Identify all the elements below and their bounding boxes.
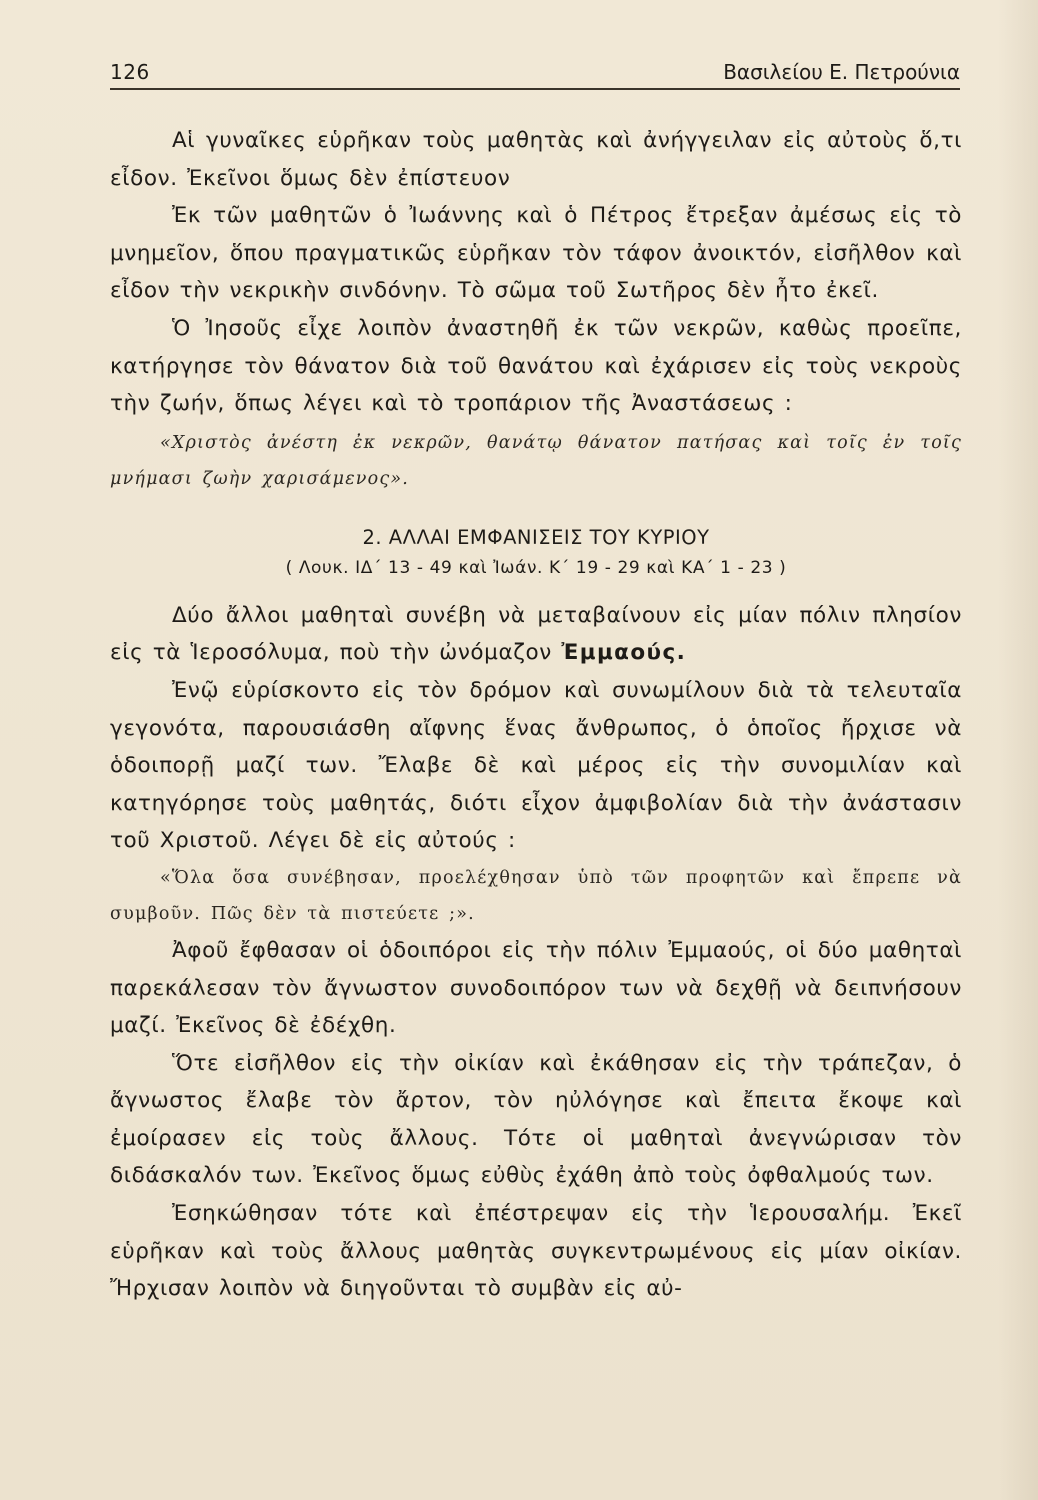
quote-prophets: «Ὅλα ὅσα συνέβησαν, προελέχθησαν ὑπὸ τῶν προφητῶν καὶ ἔπρεπε νὰ συμβοῦν. Πῶς δὲν τὰ πιστεύετε ;». [110,867,962,924]
running-head: Βασιλείου Ε. Πετρούνια [723,60,960,84]
paragraph-arrival-emmaus: Ἀφοῦ ἔφθασαν οἱ ὁδοιπόροι εἰς τὴν πόλιν Ἐμμαούς, οἱ δύο μαθηταὶ παρεκάλεσαν τὸν ἄγνωστον συνοδοιπόρον των νὰ δεχθῇ νὰ δειπνήσουν μαζί. Ἐκεῖνος δὲ ἐδέχθη. [110,937,962,1039]
paragraph-emmaus-intro-text: Δύο ἄλλοι μαθηταὶ συνέβη νὰ μεταβαίνουν εἰς μίαν πόλιν πλησίον εἰς τὰ Ἱεροσόλυμα, ποὺ τὴν ὠνόμαζον [110,602,962,666]
paragraph-women-tell-disciples: Αἱ γυναῖκες εὑρῆκαν τοὺς μαθητὰς καὶ ἀνήγγειλαν εἰς αὐτοὺς ὅ,τι εἶδον. Ἐκεῖνοι ὅμως δὲν ἐπίστευον [110,128,962,191]
header-rule [110,88,960,90]
paragraph-resurrection: Ὁ Ἰησοῦς εἶχε λοιπὸν ἀναστηθῆ ἐκ τῶν νεκρῶν, καθὼς προεῖπε, κατήργησε τὸν θάνατον διὰ τοῦ θανάτου καὶ ἐχάρισεν εἰς τοὺς νεκροὺς τὴν ζωήν, ὅπως λέγει καὶ τὸ τροπάριον τῆς Ἀναστάσεως : [110,315,962,417]
section-reference: ( Λουκ. ΙΔ΄ 13 - 49 καὶ Ἰωάν. Κ΄ 19 - 29 καὶ ΚΑ΄ 1 - 23 ) [285,557,787,578]
page-number: 126 [110,60,150,84]
paragraph-john-peter-tomb: Ἐκ τῶν μαθητῶν ὁ Ἰωάννης καὶ ὁ Πέτρος ἔτρεξαν ἀμέσως εἰς τὸ μνημεῖον, ὅπου πραγματικῶς εὑρῆκαν τὸν τάφον ἀνοικτόν, εἰσῆλθον καὶ εἶδον τὴν νεκρικὴν σινδόνην. Τὸ σῶμα τοῦ Σωτῆρος δὲν ἦτο ἐκεῖ. [110,203,962,304]
page-body [110,122,962,1308]
paragraph-emmaus-intro [110,597,962,672]
emmaus-bold-word: Ἐμμαούς. [561,640,687,666]
paragraph-breaking-bread: Ὅτε εἰσῆλθον εἰς τὴν οἰκίαν καὶ ἐκάθησαν εἰς τὴν τράπεζαν, ὁ ἄγνωστος ἔλαβε τὸν ἄρτον, τὸν ηὐλόγησε καὶ ἔπειτα ἔκοψε καὶ ἐμοίρασεν εἰς τοὺς ἄλλους. Τότε οἱ μαθηταὶ ἀνεγνώρισαν τὸν διδάσκαλόν των. Ἐκεῖνος ὅμως εὐθὺς ἐχάθη ἀπὸ τοὺς ὀφθαλμούς των. [110,1050,962,1189]
page-edge-shadow [998,0,1038,1500]
section-title: 2. ΑΛΛΑΙ ΕΜΦΑΝΙΣΕΙΣ ΤΟΥ ΚΥΡΙΟΥ [362,525,710,549]
quote-troparion: «Χριστὸς ἀνέστη ἐκ νεκρῶν, θανάτῳ θάνατον πατήσας καὶ τοῖς ἐν τοῖς μνήμασι ζωὴν χαρισάμενος». [110,432,962,489]
paragraph-road-conversation: Ἐνῷ εὑρίσκοντο εἰς τὸν δρόμον καὶ συνωμίλουν διὰ τὰ τελευταῖα γεγονότα, παρουσιάσθη αἴφνης ἕνας ἄνθρωπος, ὁ ὁποῖος ἤρχισε νὰ ὁδοιπορῇ μαζί των. Ἔλαβε δὲ καὶ μέρος εἰς τὴν συνομιλίαν καὶ κατηγόρησε τοὺς μαθητάς, διότι εἶχον ἀμφιβολίαν διὰ τὴν ἀνάστασιν τοῦ Χριστοῦ. Λέγει δὲ εἰς αὐτούς : [110,677,962,854]
paragraph-return-jerusalem: Ἐσηκώθησαν τότε καὶ ἐπέστρεψαν εἰς τὴν Ἱερουσαλήμ. Ἐκεῖ εὑρῆκαν καὶ τοὺς ἄλλους μαθητὰς συγκεντρωμένους εἰς μίαν οἰκίαν. Ἤρχισαν λοιπὸν νὰ διηγοῦνται τὸ συμβὰν εἰς αὐ- [110,1201,962,1302]
